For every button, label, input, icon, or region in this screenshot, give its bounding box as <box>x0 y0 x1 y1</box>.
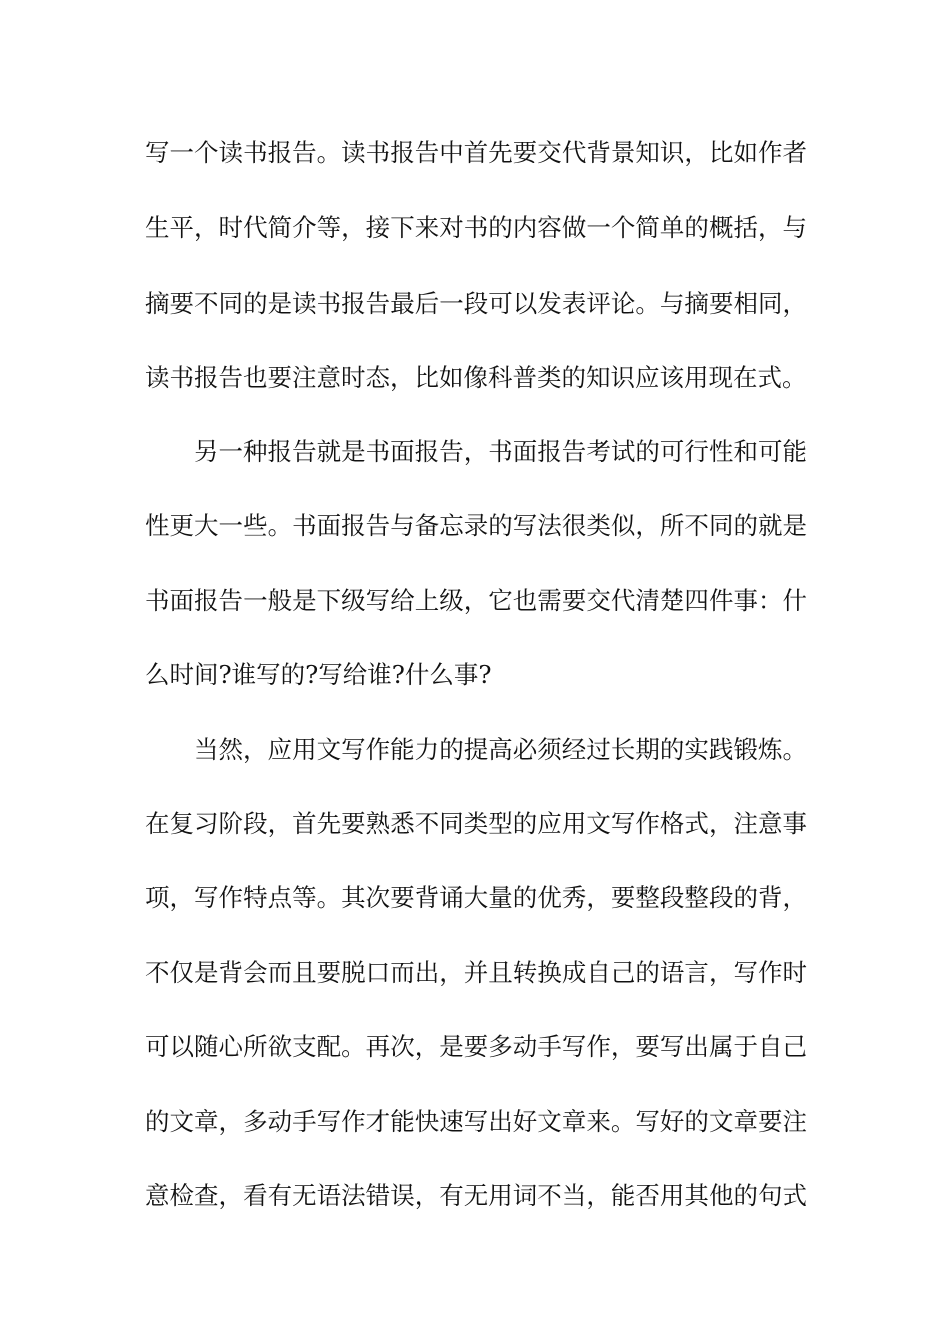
text-line: 读书报告也要注意时态，比如像科普类的知识应该用现在式。 <box>145 363 807 392</box>
text-line: 么时间?谁写的?写给谁?什么事? <box>145 660 492 689</box>
text-line: 的文章，多动手写作才能快速写出好文章来。写好的文章要注 <box>145 1107 807 1136</box>
text-line: 书面报告一般是下级写给上级，它也需要交代清楚四件事：什 <box>145 586 807 615</box>
paragraph-first-line: 另一种报告就是书面报告，书面报告考试的可行性和可能 <box>194 437 807 466</box>
text-line: 项，写作特点等。其次要背诵大量的优秀，要整段整段的背， <box>145 883 807 912</box>
text-line: 在复习阶段，首先要熟悉不同类型的应用文写作格式，注意事 <box>145 809 807 838</box>
text-line: 摘要不同的是读书报告最后一段可以发表评论。与摘要相同， <box>145 289 807 318</box>
text-line: 写一个读书报告。读书报告中首先要交代背景知识，比如作者 <box>145 138 807 167</box>
text-line: 生平，时代简介等，接下来对书的内容做一个简单的概括，与 <box>145 213 807 242</box>
text-line: 不仅是背会而且要脱口而出，并且转换成自己的语言，写作时 <box>145 958 807 987</box>
paragraph-first-line: 当然，应用文写作能力的提高必须经过长期的实践锻炼。 <box>194 735 807 764</box>
text-line: 性更大一些。书面报告与备忘录的写法很类似，所不同的就是 <box>145 511 807 540</box>
text-line: 意检查，看有无语法错误，有无用词不当，能否用其他的句式 <box>145 1181 807 1210</box>
text-line: 可以随心所欲支配。再次，是要多动手写作，要写出属于自己 <box>145 1032 807 1061</box>
